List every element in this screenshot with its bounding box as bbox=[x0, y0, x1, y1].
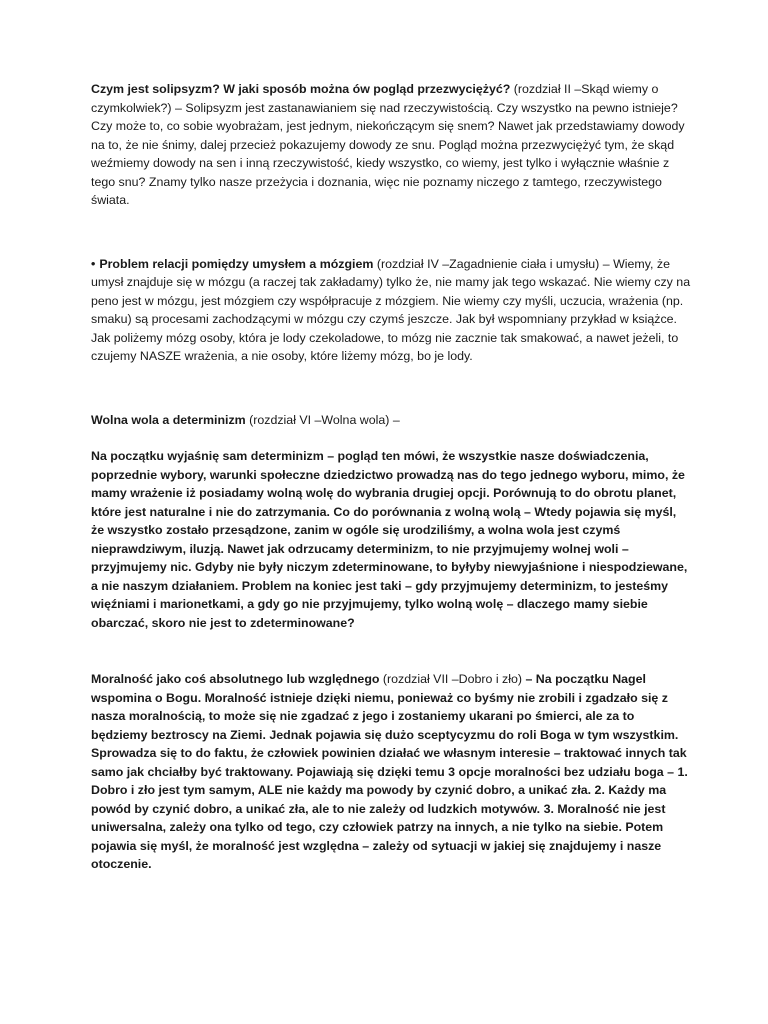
section-morality-body: – Na początku Nagel wspomina o Bogu. Moralność istnieje dzięki niemu, ponieważ co byśmy nie zrobili i zgadzało się z nasza moralnością, to może się nie zgadzać z jego i zostaniemy ukarani po śmierci, ale za to będziemy beztroscy na Ziemi. Jednak pojawia się dużo sceptycyzmu do roli Boga w tym wszystkim. Sprowadza się to do faktu, że człowiek powinien działać we własnym interesie – traktować innych tak samo jak chciałby być traktowany. Pojawiają się dzięki temu 3 opcje moralności bez udziału boga – 1. Dobro i zło jest tym samym, ALE nie każdy ma powody by czynić dobro, a unikać zła. 2. Każdy ma powód by czynić dobro, a unikać zła, ale to nie zależy od ludzkich motywów. 3. Moralność nie jest uniwersalna, zależy ona tylko od tego, czy człowiek patrzy na innych, a nie tylko na siebie. Potem pojawia się myśl, że moralność jest względna – zależy od sytuacji w jakiej się znajdujemy i nasze otoczenie. bbox=[91, 672, 688, 871]
section-free-will-heading: Wolna wola a determinizm bbox=[91, 412, 246, 427]
bullet-marker: • bbox=[91, 256, 96, 271]
section-mind-brain-body: (rozdział IV –Zagadnienie ciała i umysłu) – Wiemy, że umysł znajduje się w mózgu (a raczej tak zakładamy) tylko że, nie mamy jak tego wskazać. Nie wiemy czy na peno jest w mózgu, jest mózgiem czy współpracuje z mózgiem. Nie wiemy czy myśli, uczucia, wrażenia (np. smaku) są procesami zachodzącymi w mózgu czy czymś jeszcze. Jak był wspomniany przykład w książce. Jak poliżemy mózg osoby, która je lody czekoladowe, to mózg nie zacznie tak smakować, a nawet jeżeli, to czujemy NASZE wrażenia, a nie osoby, które liżemy mózg, bo je lody. bbox=[91, 256, 691, 363]
section-solipsism bbox=[91, 80, 691, 210]
section-mind-brain bbox=[91, 255, 691, 366]
section-morality-chapter: (rozdział VII –Dobro i zło) bbox=[379, 672, 523, 686]
section-mind-brain-heading: Problem relacji pomiędzy umysłem a mózgiem bbox=[99, 256, 374, 271]
section-morality-heading: Moralność jako coś absolutnego lub względnego bbox=[91, 672, 380, 686]
document-body bbox=[91, 80, 691, 874]
section-free-will-chapter: (rozdział VI –Wolna wola) – bbox=[245, 412, 400, 427]
section-free-will-body: Na początku wyjaśnię sam determinizm – pogląd ten mówi, że wszystkie nasze doświadczenia, poprzednie wybory, warunki społeczne dziedzictwo prowadzą nas do tego jednego wyboru, mimo, że mamy wrażenie iż posiadamy wolną wolę do wybrania drugiej opcji. Porównują to do obrotu planet, które jest naturalne i nie do zatrzymania. Co do porównania z wolną wolą – Wtedy pojawia się myśl, że wszystko zostało przesądzone, zanim w ogóle się urodziliśmy, a wolna wola jest czymś nieprawdziwym, iluzją. Nawet jak odrzucamy determinizm, to nie przyjmujemy wolnej woli – przyjmujemy nic. Gdyby nie były niczym zdeterminowane, to byłyby niewyjaśnione i niespodziewane, a nie naszym działaniem. Problem na koniec jest taki – gdy przyjmujemy determinizm, to jesteśmy więźniami i marionetkami, a gdy go nie przyjmujemy, tylko wolną wolę – dlaczego mamy siebie obarczać, skoro nie jest to zdeterminowane? bbox=[91, 449, 688, 630]
section-solipsism-body: (rozdział II –Skąd wiemy o czymkolwiek?) – Solipsyzm jest zastanawianiem się nad rzeczywistością. Czy wszystko na pewno istnieje? Czy może to, co sobie wyobrażam, jest jednym, niekończącym się snem? Nawet jak przedstawiamy dowody na to, że nie śnimy, dalej przecież pokazujemy dowody ze snu. Pogląd można przezwyciężyć tym, że skąd weźmiemy dowody na sen i inną rzeczywistość, kiedy wszystko, co wiemy, jest tylko i wyłącznie właśnie z tego snu? Znamy tylko nasze przeżycia i doznania, więc nie poznamy niczego z tamtego, rzeczywistego świata. bbox=[91, 82, 685, 207]
section-solipsism-heading: Czym jest solipsyzm? W jaki sposób można ów pogląd przezwyciężyć? bbox=[91, 82, 511, 96]
section-morality bbox=[91, 670, 691, 874]
section-free-will-title bbox=[91, 411, 691, 430]
